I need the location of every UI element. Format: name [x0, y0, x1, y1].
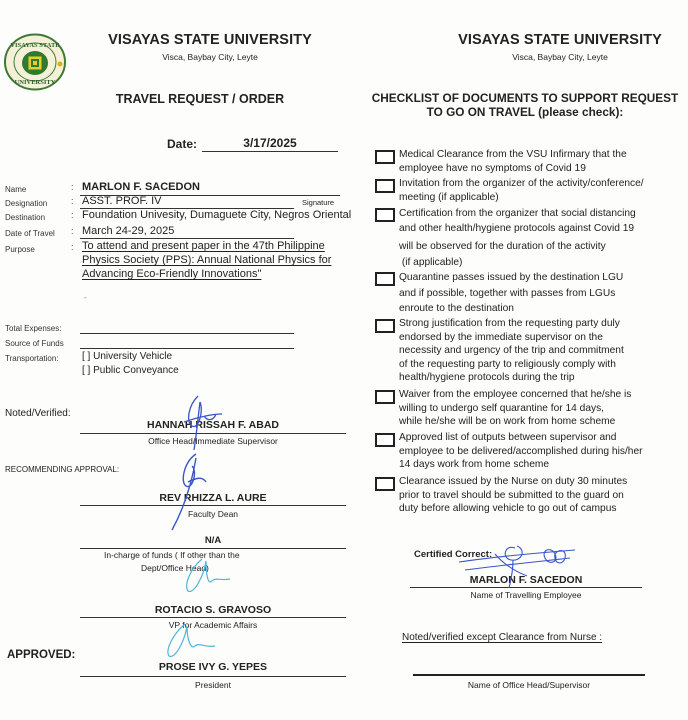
president-signature-line[interactable]: [80, 676, 346, 677]
checklist-item-1-line-1: Medical Clearance from the VSU Infirmary that the: [399, 149, 627, 160]
checklist-item-6-line-3: while he/she will be on work from home scheme: [399, 416, 616, 428]
designation-value[interactable]: ASST. PROF. IV: [82, 195, 162, 207]
source-of-funds-field[interactable]: [80, 348, 294, 349]
checklist-item-2-line-1: Invitation from the organizer of the activity/conference/: [399, 178, 644, 189]
certified-correct-label: Certified Correct:: [414, 549, 493, 560]
checklist-item-7-line-2: employee to be delivered/accomplished during his/her: [399, 445, 643, 457]
noted-verified-label: Noted/Verified:: [5, 408, 71, 419]
office-head-role: Name of Office Head/Supervisor: [467, 680, 591, 690]
checklist-checkbox-3[interactable]: [375, 208, 395, 222]
funds-incharge-signature-line[interactable]: [80, 548, 346, 549]
name-label: Name: [5, 185, 27, 194]
checklist-checkbox-1[interactable]: [375, 150, 395, 164]
checklist-item-7: [399, 431, 643, 472]
checklist-item-7-line-3: 14 days work from home scheme: [399, 459, 550, 471]
noted-except-label: Noted/verified except Clearance from Nurse :: [402, 632, 603, 643]
employee-signature-line[interactable]: [410, 587, 642, 588]
checklist-item-5-line-2: endorsed by the immediate supervisor on the: [399, 331, 603, 343]
vp-name: ROTACIO S. GRAVOSO: [154, 604, 272, 616]
checklist-item-8: [399, 475, 627, 516]
checklist-item-4: [399, 270, 623, 317]
vp-signature-line[interactable]: [80, 617, 346, 618]
transport-option-university-vehicle[interactable]: [ ] University Vehicle: [82, 351, 173, 362]
date-of-travel-underline: [80, 238, 294, 239]
designation-label: Designation: [5, 199, 48, 208]
checklist-checkbox-2[interactable]: [375, 179, 395, 193]
transportation-label: Transportation:: [5, 354, 59, 363]
total-expenses-field[interactable]: [80, 333, 294, 334]
vp-role: VP for Academic Affairs: [168, 620, 258, 630]
source-of-funds-label: Source of Funds: [5, 339, 64, 348]
dean-signature-line[interactable]: [80, 505, 346, 506]
checklist-checkbox-6[interactable]: [375, 390, 395, 404]
checklist-item-6: [399, 388, 631, 429]
dean-name: REV RHIZZA L. AURE: [159, 492, 267, 504]
checklist-item-3-line-2: and other health/hygiene protocols against Covid 19: [399, 223, 635, 235]
checklist-item-1: [399, 148, 627, 175]
university-address-right: Visca, Baybay City, Leyte: [512, 52, 608, 62]
checklist-item-3-line-3: will be observed for the duration of the activity: [399, 241, 606, 253]
office-head-signature-line[interactable]: [413, 674, 645, 676]
employee-name: MARLON F. SACEDON: [469, 574, 583, 586]
funds-incharge-name: N/A: [204, 535, 222, 546]
purpose-label: Purpose: [5, 245, 35, 254]
funds-incharge-role-1: In-charge of funds ( If other than the: [104, 550, 240, 560]
checklist-item-5-line-4: of the requesting party to religiously comply with: [399, 358, 616, 370]
university-address: Visca, Baybay City, Leyte: [162, 52, 258, 62]
checklist-item-1-line-2: employee have no symptoms of Covid 19: [399, 162, 586, 174]
form-title: TRAVEL REQUEST / ORDER: [115, 92, 285, 106]
president-name: PROSE IVY G. YEPES: [158, 661, 268, 673]
university-name-right: VISAYAS STATE UNIVERSITY: [458, 32, 662, 48]
checklist-title-1: CHECKLIST OF DOCUMENTS TO SUPPORT REQUEST: [371, 91, 679, 105]
checklist-title-2: TO GO ON TRAVEL (please check):: [426, 105, 624, 119]
checklist-checkbox-8[interactable]: [375, 477, 395, 491]
checklist-item-6-line-2: willing to undergo self quarantine for 14 days,: [399, 402, 605, 414]
date-underline: [202, 151, 338, 152]
transport-option-public-conveyance[interactable]: [ ] Public Conveyance: [82, 365, 179, 376]
purpose-line-2[interactable]: Physics Society (PPS): Annual National Physics for: [82, 254, 332, 266]
stray-mark: -: [84, 293, 87, 302]
signature-vp-icon: [180, 555, 235, 595]
colon: :: [71, 210, 74, 220]
checklist-item-4-line-2: and if possible, together with passes from LGUs: [399, 287, 616, 299]
supervisor-signature-line[interactable]: [80, 433, 346, 434]
svg-text:VISAYAS STATE: VISAYAS STATE: [10, 42, 60, 49]
destination-label: Destination: [5, 213, 46, 222]
supervisor-role: Office Head/Immediate Supervisor: [148, 436, 278, 446]
checklist-item-8-line-1: Clearance issued by the Nurse on duty 30 minutes: [399, 476, 628, 487]
colon: :: [71, 196, 74, 206]
total-expenses-label: Total Expenses:: [5, 324, 62, 333]
svg-text:UNIVERSITY: UNIVERSITY: [14, 79, 56, 86]
checklist-item-4-line-1: Quarantine passes issued by the destination LGU: [399, 272, 624, 283]
destination-value[interactable]: Foundation Univesity, Dumaguete City, Negros Oriental: [82, 209, 352, 221]
date-of-travel-label: Date of Travel: [5, 229, 55, 238]
colon: :: [71, 226, 74, 236]
president-role: President: [195, 680, 231, 690]
employee-role: Name of Travelling Employee: [470, 590, 582, 600]
checklist-item-4-line-3: enroute to the destination: [399, 303, 514, 314]
checklist-checkbox-4[interactable]: [375, 272, 395, 286]
checklist-item-8-line-3: duty before allowing vehicle to go out of campus: [399, 503, 617, 515]
checklist-checkbox-5[interactable]: [375, 319, 395, 333]
date-value[interactable]: 3/17/2025: [243, 136, 297, 150]
name-value[interactable]: MARLON F. SACEDON: [82, 181, 200, 193]
checklist-item-7-line-1: Approved list of outputs between supervisor and: [399, 432, 617, 443]
checklist-item-5-line-5: health/hygiene protocols during the trip: [399, 372, 575, 384]
checklist-checkbox-7[interactable]: [375, 433, 395, 447]
checklist-item-5-line-1: Strong justification from the requesting party duly: [399, 318, 620, 329]
purpose-line-1[interactable]: To attend and present paper in the 47th Philippine: [82, 240, 325, 252]
date-label: Date:: [167, 137, 198, 151]
dean-role: Faculty Dean: [187, 509, 239, 519]
purpose-line-3[interactable]: Advancing Eco-Friendly Innovations": [82, 268, 262, 280]
checklist-item-2: [399, 177, 644, 204]
funds-incharge-role-2: Dept/Office Head): [141, 563, 209, 573]
checklist-item-6-line-1: Waiver from the employee concerned that he/she is: [399, 389, 632, 400]
signature-label: Signature: [302, 198, 335, 207]
checklist-item-5: [399, 317, 624, 385]
checklist-item-8-line-2: prior to travel should be submitted to the guard on: [399, 489, 624, 501]
checklist-item-3: [399, 206, 636, 270]
checklist-item-3-line-4: (if applicable): [399, 256, 463, 268]
vsu-seal-icon: [4, 33, 66, 91]
checklist-item-5-line-3: necessity and urgency of the trip and commitment: [399, 345, 624, 357]
checklist-item-3-line-1: Certification from the organizer that social distancing: [399, 208, 636, 219]
recommending-approval-label: RECOMMENDING APPROVAL:: [5, 465, 120, 474]
university-name: VISAYAS STATE UNIVERSITY: [108, 32, 312, 48]
checklist-item-2-line-2: meeting (if applicable): [399, 191, 499, 203]
supervisor-name: HANNAH RISSAH F. ABAD: [146, 419, 280, 431]
colon: :: [71, 182, 74, 192]
approved-label: APPROVED:: [7, 649, 76, 661]
date-of-travel-value[interactable]: March 24-29, 2025: [82, 225, 175, 237]
colon: :: [71, 242, 74, 252]
